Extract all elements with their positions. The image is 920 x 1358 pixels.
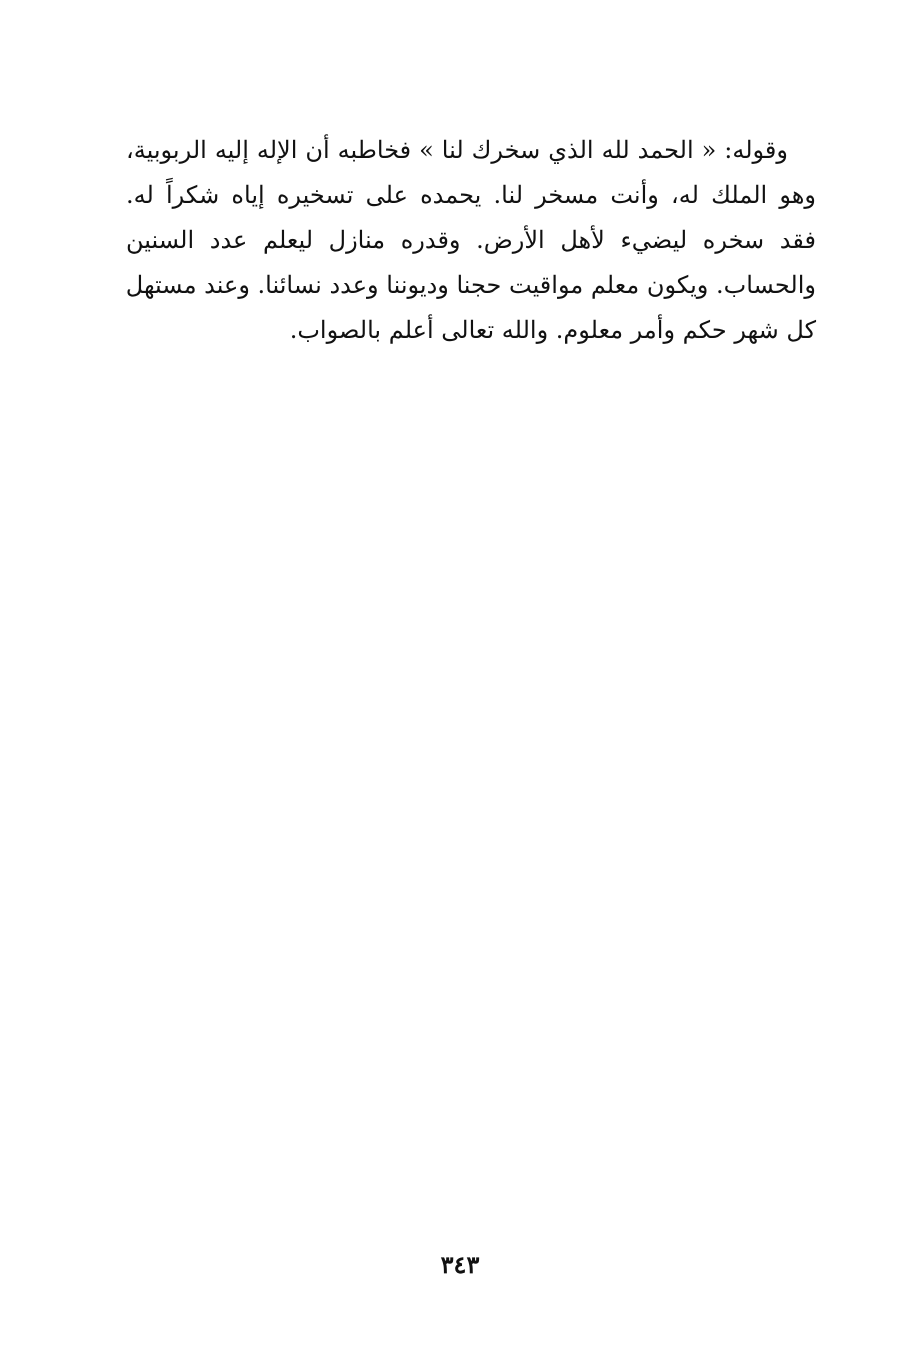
text-line-3: فقد سخره ليضيء لأهل الأرض. وقدره منازل ليعلم عدد السنين — [126, 226, 816, 254]
text-line-2: وهو الملك له، وأنت مسخر لنا. يحمده على تسخيره إياه شكراً له. — [126, 181, 816, 209]
page-number: ٣٤٣ — [440, 1250, 480, 1279]
body-text — [126, 128, 816, 353]
text-line-5: كل شهر حكم وأمر معلوم. والله تعالى أعلم بالصواب. — [289, 316, 816, 344]
text-line-1: وقوله: « الحمد لله الذي سخرك لنا » فخاطبه أن الإله إليه الربوبية، — [126, 136, 788, 164]
text-line-4: والحساب. ويكون معلم مواقيت حجنا وديوننا وعدد نسائنا. وعند مستهل — [125, 271, 816, 299]
